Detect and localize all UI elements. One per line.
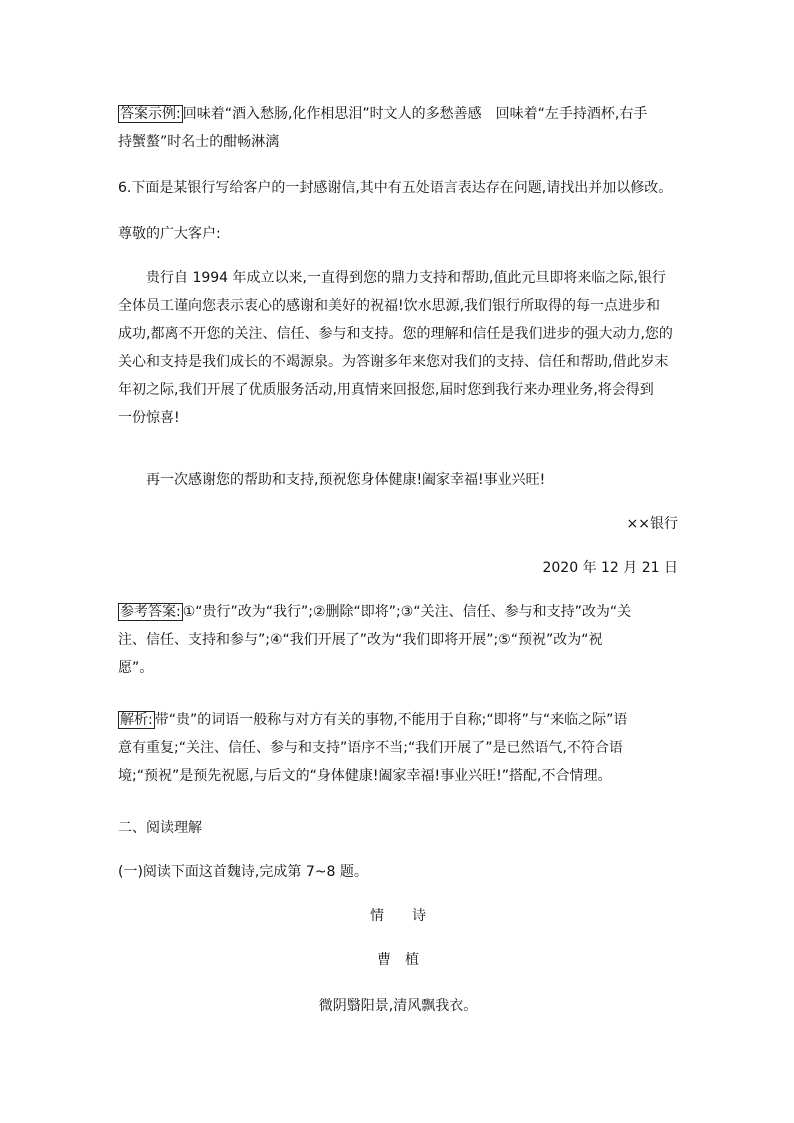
analysis-line3: 境;“预祝”是预先祝愿,与后文的“身体健康!阖家幸福!事业兴旺!”搭配,不合情理。 (118, 768, 612, 784)
section-subheading: (一)阅读下面这首魏诗,完成第 7~8 题。 (118, 864, 368, 880)
question6-stem: 6.下面是某银行写给客户的一封感谢信,其中有五处语言表达存在问题,请找出并加以修改。 (118, 180, 673, 196)
letter-body-line: 一份惊喜! (118, 410, 180, 426)
letter-body-line: 关心和支持是我们成长的不竭源泉。为答谢多年来您对我们的支持、信任和帮助,借此岁末 (118, 354, 669, 370)
analysis-paragraph (118, 706, 678, 790)
letter-body-line: 贵行自 1994 年成立以来,一直得到您的鼎力支持和帮助,值此元旦即将来临之际,银行 (146, 270, 666, 286)
analysis-label: 解析: (120, 712, 153, 728)
letter-body-line: 全体员工谨向您表示衷心的感谢和美好的祝福!饮水思源,我们银行所取得的每一点进步和 (118, 298, 661, 314)
letter-body-line: 年初之际,我们开展了优质服务活动,用真情来回报您,届时您到我行来办理业务,将会得到 (118, 382, 654, 398)
answer-example-line2: 持蟹螯”时名士的酣畅淋漓 (118, 134, 280, 150)
section-heading: 二、阅读理解 (118, 820, 202, 836)
reference-answer-line2: 注、信任、支持和参与”;④“我们开展了”改为“我们即将开展”;⑤“预祝”改为“祝 (118, 632, 603, 648)
answer-example-label: 答案示例: (120, 106, 181, 122)
reference-answer-label: 参考答案: (120, 604, 181, 620)
letter-body (118, 264, 678, 432)
letter-closing: 再一次感谢您的帮助和支持,预祝您身体健康!阖家幸福!事业兴旺! (146, 472, 546, 488)
poem-author: 曹 植 (377, 952, 419, 968)
reference-answer-paragraph (118, 598, 678, 682)
poem-title: 情 诗 (370, 908, 426, 924)
letter-body-line: 成功,都离不开您的关注、信任、参与和支持。您的理解和信任是我们进步的强大动力,您的 (118, 326, 673, 342)
poem-line: 微阴翳阳景,清风飘我衣。 (318, 998, 478, 1014)
answer-example-line1: 回味着“酒入愁肠,化作相思泪”时文人的多愁善感 回味着“左手持酒杯,右手 (182, 106, 648, 122)
analysis-line2: 意有重复;“关注、信任、参与和支持”语序不当;“我们开展了”是已然语气,不符合语 (118, 740, 623, 756)
letter-salutation: 尊敬的广大客户: (118, 226, 221, 242)
answer-example-paragraph (118, 100, 678, 156)
letter-date: 2020 年 12 月 21 日 (542, 560, 678, 576)
reference-answer-line1: ①“贵行”改为“我行”;②删除“即将”;③“关注、信任、参与和支持”改为“关 (182, 604, 632, 620)
letter-signature: ××银行 (626, 516, 678, 532)
reference-answer-line3: 愿”。 (118, 660, 154, 676)
analysis-line1: 带“贵”的词语一般称与对方有关的事物,不能用于自称;“即将”与“来临之际”语 (154, 712, 628, 728)
